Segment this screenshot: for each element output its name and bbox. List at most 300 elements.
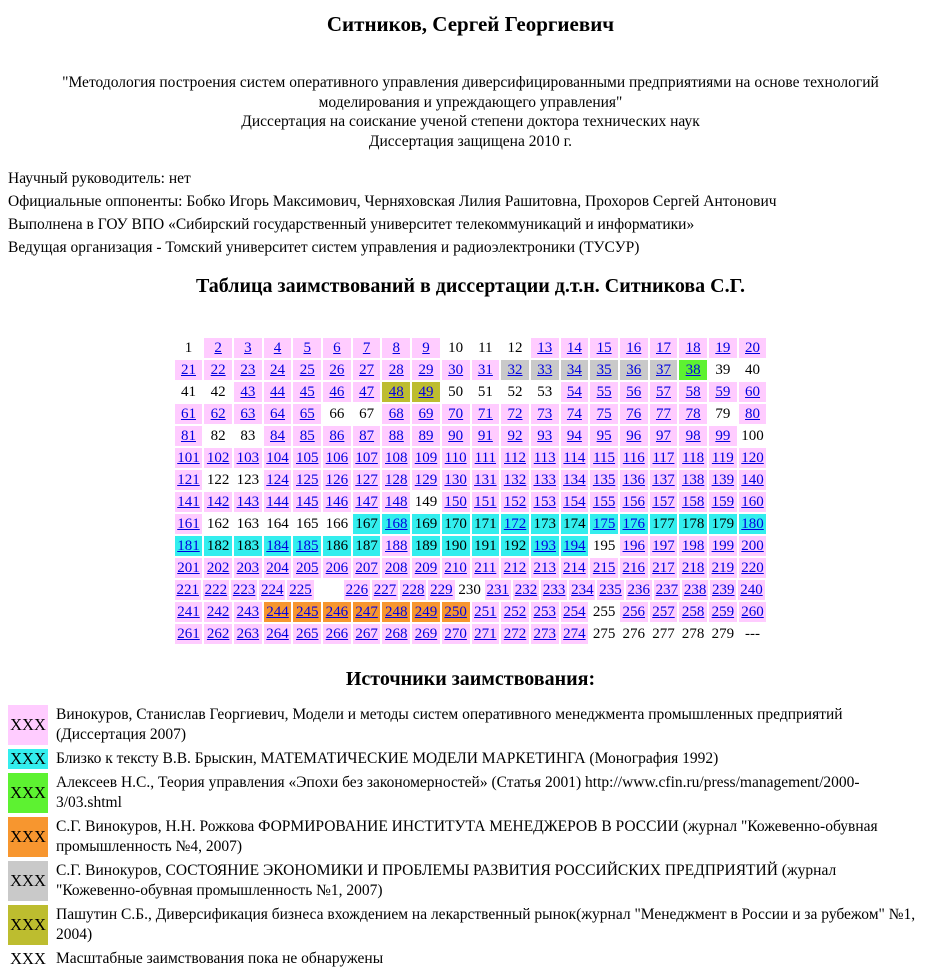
page-link[interactable]: 271 [472, 624, 500, 644]
page-link[interactable]: 203 [234, 558, 262, 578]
page-link[interactable]: 202 [204, 558, 232, 578]
info-line-lead-organization: Ведущая организация - Томский университет систем управления и радиоэлектроники (ТУСУР) [8, 239, 640, 256]
page-link[interactable]: 46 [323, 382, 351, 402]
page-link[interactable]: 152 [501, 492, 529, 512]
page-link[interactable]: 261 [175, 624, 203, 644]
page-link[interactable]: 235 [599, 582, 622, 598]
page-link[interactable]: 98 [679, 426, 707, 446]
page-link[interactable]: 199 [709, 536, 737, 556]
info-line-opponents: Официальные оппоненты: Бобко Игорь Максимович, Черняховская Лилия Рашитовна, Прохоров Сергей Антонович [8, 193, 777, 210]
page-link[interactable]: 63 [234, 404, 262, 424]
page-link[interactable]: 110 [442, 448, 470, 468]
page-link[interactable]: 45 [293, 382, 321, 402]
page-link[interactable]: 114 [561, 448, 589, 468]
page-link[interactable]: 48 [382, 382, 410, 402]
page-link[interactable]: 208 [382, 558, 410, 578]
legend-item [8, 705, 923, 745]
page-link[interactable]: 38 [679, 360, 707, 380]
page-link[interactable]: 229 [430, 582, 453, 598]
page-cell: 164 [266, 516, 289, 532]
page-link[interactable]: 87 [353, 426, 381, 446]
page-link[interactable]: 119 [709, 448, 737, 468]
page-link[interactable]: 107 [353, 448, 381, 468]
page-link[interactable]: 128 [382, 470, 410, 490]
page-link[interactable]: 84 [264, 426, 292, 446]
page-link[interactable]: 144 [264, 492, 292, 512]
page-link[interactable]: 30 [442, 360, 470, 380]
page-link[interactable]: 160 [739, 492, 767, 512]
page-link[interactable]: 218 [679, 558, 707, 578]
page-cell [316, 580, 342, 600]
page-cell: 186 [323, 536, 351, 556]
legend-text: Винокуров, Станислав Георгиевич, Модели и методы систем оперативного менеджмента промышленных предприятий (Диссертация 2007) [56, 706, 843, 743]
page-link[interactable]: 126 [323, 470, 351, 490]
page-cell: 174 [561, 514, 589, 534]
page-link[interactable]: 65 [293, 404, 321, 424]
page-link[interactable]: 25 [293, 360, 321, 380]
page-link[interactable]: 80 [739, 404, 767, 424]
page-link[interactable]: 228 [401, 582, 425, 598]
page-link[interactable]: 90 [442, 426, 470, 446]
page-cell: 165 [295, 516, 319, 532]
page-link[interactable]: 24 [264, 360, 292, 380]
page-link[interactable]: 147 [353, 492, 381, 512]
page-link[interactable]: 153 [531, 492, 559, 512]
page-cell: 279 [711, 626, 735, 642]
page-link[interactable]: 28 [382, 360, 410, 380]
page-link[interactable]: 33 [531, 360, 559, 380]
page-link[interactable]: 146 [323, 492, 351, 512]
page-link[interactable]: 129 [412, 470, 440, 490]
page-link[interactable]: 176 [620, 514, 648, 534]
page-link[interactable]: 88 [382, 426, 410, 446]
page-link[interactable]: 64 [264, 404, 292, 424]
page-link[interactable]: 243 [234, 602, 262, 622]
page-link[interactable]: 210 [442, 558, 470, 578]
page-link[interactable]: 85 [293, 426, 321, 446]
page-link[interactable]: 237 [655, 582, 679, 598]
page-link[interactable]: 157 [650, 492, 678, 512]
dissertation-summary [0, 73, 941, 151]
page-link[interactable]: 142 [204, 492, 232, 512]
page-link[interactable]: 200 [739, 536, 767, 556]
page-cell: 123 [236, 472, 260, 488]
page-link[interactable]: 240 [740, 582, 763, 598]
page-link[interactable]: 266 [323, 624, 351, 644]
legend-item [8, 949, 923, 969]
page-cell: 66 [329, 406, 345, 422]
table-row [175, 382, 767, 402]
page-link[interactable]: 223 [232, 582, 256, 598]
page-cell: 79 [715, 406, 731, 422]
page-link[interactable]: 185 [293, 536, 321, 556]
legend-text: Пашутин С.Б., Диверсификация бизнеса вхождением на лекарственный рынок(журнал "Менеджмент в России и за рубежом" №1, 2004) [56, 906, 916, 943]
page-link[interactable]: 227 [373, 582, 397, 598]
page-cell: 275 [592, 626, 616, 642]
page-link[interactable]: 7 [353, 338, 381, 358]
page-link[interactable]: 140 [739, 470, 767, 490]
page-link[interactable]: 161 [175, 514, 203, 534]
page-link[interactable]: 138 [679, 470, 707, 490]
page-link[interactable]: 168 [382, 514, 410, 534]
page-link[interactable]: 127 [353, 470, 381, 490]
page-link[interactable]: 154 [561, 492, 589, 512]
page-link[interactable]: 124 [264, 470, 292, 490]
legend-text: Масштабные заимствования пока не обнаружены [56, 950, 384, 967]
page-link[interactable]: 118 [679, 448, 707, 468]
page-link[interactable]: 158 [679, 492, 707, 512]
page-link[interactable]: 226 [345, 582, 369, 598]
page-link[interactable]: 94 [561, 426, 589, 446]
page-link[interactable]: 32 [501, 360, 529, 380]
page-link[interactable]: 244 [264, 602, 292, 622]
page-link[interactable]: 21 [175, 360, 203, 380]
table-row [175, 404, 767, 424]
page-cell: 195 [592, 538, 616, 554]
page-link[interactable]: 241 [175, 602, 203, 622]
page-link[interactable]: 102 [204, 448, 232, 468]
table-row [175, 448, 767, 468]
page-link[interactable]: 220 [739, 558, 767, 578]
table-row [175, 602, 767, 622]
legend-item [8, 905, 923, 945]
page-link[interactable]: 206 [323, 558, 351, 578]
page-link[interactable]: 193 [531, 536, 559, 556]
page-link[interactable]: 262 [204, 624, 232, 644]
page-link[interactable]: 75 [590, 404, 618, 424]
page-link[interactable]: 125 [293, 470, 321, 490]
page-link[interactable]: 8 [382, 338, 410, 358]
page-cell: 50 [448, 384, 464, 400]
page-link[interactable]: 250 [442, 602, 470, 622]
page-link[interactable]: 18 [679, 338, 707, 358]
page-link[interactable]: 120 [739, 448, 767, 468]
page-link[interactable]: 109 [412, 448, 440, 468]
page-link[interactable]: 35 [590, 360, 618, 380]
page-link[interactable]: 175 [590, 514, 618, 534]
page-link[interactable]: 13 [531, 338, 559, 358]
page-link[interactable]: 136 [620, 470, 648, 490]
page-link[interactable]: 95 [590, 426, 618, 446]
page-link[interactable]: 259 [709, 602, 737, 622]
page-link[interactable]: 71 [472, 404, 500, 424]
page-link[interactable]: 257 [650, 602, 678, 622]
page-link[interactable]: 221 [176, 582, 199, 598]
page-link[interactable]: 111 [472, 448, 500, 468]
page-link[interactable]: 248 [382, 602, 410, 622]
page-link[interactable]: 70 [442, 404, 470, 424]
dissernet-page [0, 12, 941, 969]
page-link[interactable]: 267 [353, 624, 381, 644]
legend-text: С.Г. Винокуров, Н.Н. Рожкова ФОРМИРОВАНИЕ ИНСТИТУТА МЕНЕДЖЕРОВ В РОССИИ (журнал "Кожевенно-обувная промышленность №4, 2007) [56, 818, 878, 855]
page-link[interactable]: 151 [472, 492, 500, 512]
table-row [175, 514, 767, 534]
page-link[interactable]: 97 [650, 426, 678, 446]
page-link[interactable]: 212 [501, 558, 529, 578]
page-link[interactable]: 232 [514, 582, 538, 598]
page-link[interactable]: 115 [590, 448, 618, 468]
page-link[interactable]: 58 [679, 382, 707, 402]
page-link[interactable]: 251 [472, 602, 500, 622]
page-link[interactable]: 61 [175, 404, 203, 424]
page-link[interactable]: 15 [590, 338, 618, 358]
page-cell: 177 [650, 514, 678, 534]
legend-swatch-source-pashutin-journal: XXX [8, 905, 48, 945]
legend-item [8, 861, 923, 901]
page-link[interactable]: 204 [264, 558, 292, 578]
page-cell: 53 [537, 384, 553, 400]
page-link[interactable]: 273 [531, 624, 559, 644]
page-link[interactable]: 247 [353, 602, 381, 622]
page-cell: 51 [477, 384, 493, 400]
page-link[interactable]: 113 [531, 448, 559, 468]
page-link[interactable]: 197 [650, 536, 678, 556]
page-link[interactable]: 181 [175, 536, 203, 556]
page-link[interactable]: 43 [234, 382, 262, 402]
page-link[interactable]: 239 [712, 582, 735, 598]
legend-text: Алексеев Н.С., Теория управления «Эпохи без закономерностей» (Статья 2001) http://www.cfin.ru/press/management/2000-3/03.shtml [56, 774, 860, 811]
legend-swatch-source-bryskin-monograph: XXX [8, 749, 48, 769]
page-link[interactable]: 56 [620, 382, 648, 402]
page-cell: 41 [180, 384, 196, 400]
legend-item [8, 773, 923, 813]
page-link[interactable]: 225 [289, 582, 312, 598]
page-link[interactable]: 106 [323, 448, 351, 468]
page-cell: 163 [236, 516, 260, 532]
page-cell: 42 [210, 384, 226, 400]
page-link[interactable]: 16 [620, 338, 648, 358]
page-link[interactable]: 246 [323, 602, 351, 622]
legend-item [8, 749, 923, 769]
page-link[interactable]: 101 [175, 448, 203, 468]
page-link[interactable]: 96 [620, 426, 648, 446]
page-link[interactable]: 19 [709, 338, 737, 358]
page-link[interactable]: 263 [234, 624, 262, 644]
page-link[interactable]: 112 [501, 448, 529, 468]
page-link[interactable]: 156 [620, 492, 648, 512]
page-cell: 1 [184, 340, 193, 356]
page-link[interactable]: 150 [442, 492, 470, 512]
page-link[interactable]: 74 [561, 404, 589, 424]
page-link[interactable]: 2 [204, 338, 232, 358]
page-link[interactable]: 132 [501, 470, 529, 490]
page-cell: 100 [741, 428, 764, 444]
page-link[interactable]: 17 [650, 338, 678, 358]
page-link[interactable]: 37 [650, 360, 678, 380]
page-cell: 12 [507, 340, 523, 356]
page-link[interactable]: 201 [175, 558, 203, 578]
page-link[interactable]: 99 [709, 426, 737, 446]
page-link[interactable]: 6 [323, 338, 351, 358]
page-link[interactable]: 224 [261, 582, 284, 598]
page-link[interactable]: 213 [531, 558, 559, 578]
page-cell: 52 [507, 384, 523, 400]
page-link[interactable]: 260 [739, 602, 767, 622]
page-link[interactable]: 231 [486, 582, 510, 598]
page-cell: 82 [210, 428, 226, 444]
sources-heading: Источники заимствования: [345, 668, 596, 690]
page-link[interactable]: 76 [620, 404, 648, 424]
page-link[interactable]: 49 [412, 382, 440, 402]
page-link[interactable]: 55 [590, 382, 618, 402]
page-link[interactable]: 72 [501, 404, 529, 424]
page-cell: 182 [204, 536, 232, 556]
page-cell: 167 [353, 514, 381, 534]
page-link[interactable]: 188 [382, 536, 410, 556]
page-link[interactable]: 254 [561, 602, 589, 622]
page-link[interactable]: 22 [204, 360, 232, 380]
page-cell: 191 [472, 536, 500, 556]
page-link[interactable]: 121 [175, 470, 203, 490]
page-link[interactable]: 139 [709, 470, 737, 490]
page-link[interactable]: 54 [561, 382, 589, 402]
page-link[interactable]: 148 [382, 492, 410, 512]
page-cell: 179 [709, 514, 737, 534]
page-link[interactable]: 143 [234, 492, 262, 512]
page-cell: 255 [592, 604, 616, 620]
page-cell: 189 [412, 536, 440, 556]
page-link[interactable]: 134 [561, 470, 589, 490]
page-link[interactable]: 29 [412, 360, 440, 380]
page-link[interactable]: 68 [382, 404, 410, 424]
page-link[interactable]: 194 [561, 536, 589, 556]
page-link[interactable]: 104 [264, 448, 292, 468]
page-link[interactable]: 73 [531, 404, 559, 424]
page-link[interactable]: 86 [323, 426, 351, 446]
page-link[interactable]: 44 [264, 382, 292, 402]
page-cell: 178 [679, 514, 707, 534]
page-link[interactable]: 5 [293, 338, 321, 358]
page-link[interactable]: 131 [472, 470, 500, 490]
page-link[interactable]: 69 [412, 404, 440, 424]
page-link[interactable]: 236 [627, 582, 650, 598]
table-row [175, 360, 767, 380]
page-link[interactable]: 274 [561, 624, 589, 644]
legend-swatch-source-vinokurov-journal-n1: XXX [8, 861, 48, 901]
legend-swatch-source-alekseev-article: XXX [8, 773, 48, 813]
page-link[interactable]: 60 [739, 382, 767, 402]
page-link[interactable]: 57 [650, 382, 678, 402]
page-link[interactable]: 27 [353, 360, 381, 380]
page-link[interactable]: 81 [175, 426, 203, 446]
page-link[interactable]: 135 [590, 470, 618, 490]
page-link[interactable]: 209 [412, 558, 440, 578]
page-link[interactable]: 258 [679, 602, 707, 622]
page-link[interactable]: 59 [709, 382, 737, 402]
page-link[interactable]: 103 [234, 448, 262, 468]
page-link[interactable]: 141 [175, 492, 203, 512]
page-link[interactable]: 198 [679, 536, 707, 556]
page-cell: 169 [412, 514, 440, 534]
page-link[interactable]: 211 [472, 558, 500, 578]
page-cell: 166 [325, 516, 349, 532]
page-link[interactable]: 238 [683, 582, 707, 598]
page-link[interactable]: 78 [679, 404, 707, 424]
page-link[interactable]: 36 [620, 360, 648, 380]
page-link[interactable]: 93 [531, 426, 559, 446]
borrow-table-heading: Таблица заимствований в диссертации д.т.н. Ситникова С.Г. [195, 275, 746, 297]
page-link[interactable]: 242 [204, 602, 232, 622]
page-link[interactable]: 116 [620, 448, 648, 468]
page-link[interactable]: 3 [234, 338, 262, 358]
page-link[interactable]: 184 [264, 536, 292, 556]
borrow-table [175, 338, 767, 644]
page-link[interactable]: 205 [293, 558, 321, 578]
page-link[interactable]: 47 [353, 382, 381, 402]
page-link[interactable]: 265 [293, 624, 321, 644]
page-link[interactable]: 105 [293, 448, 321, 468]
page-link[interactable]: 253 [531, 602, 559, 622]
page-link[interactable]: 215 [590, 558, 618, 578]
page-link[interactable]: 180 [739, 514, 767, 534]
page-link[interactable]: 249 [412, 602, 440, 622]
page-link[interactable]: 145 [293, 492, 321, 512]
page-link[interactable]: 9 [412, 338, 440, 358]
page-link[interactable]: 31 [472, 360, 500, 380]
page-link[interactable]: 196 [620, 536, 648, 556]
page-link[interactable]: 130 [442, 470, 470, 490]
page-link[interactable]: 222 [204, 582, 228, 598]
page-link[interactable]: 34 [561, 360, 589, 380]
page-link[interactable]: 269 [412, 624, 440, 644]
page-cell: 187 [353, 536, 381, 556]
page-link[interactable]: 272 [501, 624, 529, 644]
page-link[interactable]: 159 [709, 492, 737, 512]
page-link[interactable]: 234 [571, 582, 594, 598]
page-link[interactable]: 172 [501, 514, 529, 534]
page-link[interactable]: 245 [293, 602, 321, 622]
page-link[interactable]: 137 [650, 470, 678, 490]
page-cell: 190 [442, 536, 470, 556]
page-cell: 276 [622, 626, 646, 642]
page-link[interactable]: 252 [501, 602, 529, 622]
page-link[interactable]: 26 [323, 360, 351, 380]
page-link[interactable]: 92 [501, 426, 529, 446]
page-link[interactable]: 23 [234, 360, 262, 380]
page-cell: 11 [478, 340, 493, 356]
page-cell: 122 [206, 472, 230, 488]
page-link[interactable]: 219 [709, 558, 737, 578]
page-link[interactable]: 20 [739, 338, 767, 358]
table-row [175, 624, 767, 644]
page-link[interactable]: 264 [264, 624, 292, 644]
page-link[interactable]: 77 [650, 404, 678, 424]
page-link[interactable]: 108 [382, 448, 410, 468]
page-link[interactable]: 270 [442, 624, 470, 644]
page-link[interactable]: 117 [650, 448, 678, 468]
page-link[interactable]: 217 [650, 558, 678, 578]
page-link[interactable]: 133 [531, 470, 559, 490]
page-link[interactable]: 62 [204, 404, 232, 424]
page-link[interactable]: 214 [561, 558, 589, 578]
page-link[interactable]: 216 [620, 558, 648, 578]
page-link[interactable]: 268 [382, 624, 410, 644]
page-cell: 149 [414, 494, 438, 510]
page-cell: 277 [652, 626, 675, 642]
page-link[interactable]: 155 [590, 492, 618, 512]
page-link[interactable]: 89 [412, 426, 440, 446]
page-link[interactable]: 256 [620, 602, 648, 622]
page-link[interactable]: 14 [561, 338, 589, 358]
page-cell: 278 [681, 626, 705, 642]
page-link[interactable]: 4 [264, 338, 292, 358]
page-link[interactable]: 233 [542, 582, 566, 598]
page-cell: 67 [359, 406, 375, 422]
table-row [175, 492, 767, 512]
page-link[interactable]: 91 [472, 426, 500, 446]
table-row [175, 338, 767, 358]
page-link[interactable]: 207 [353, 558, 381, 578]
